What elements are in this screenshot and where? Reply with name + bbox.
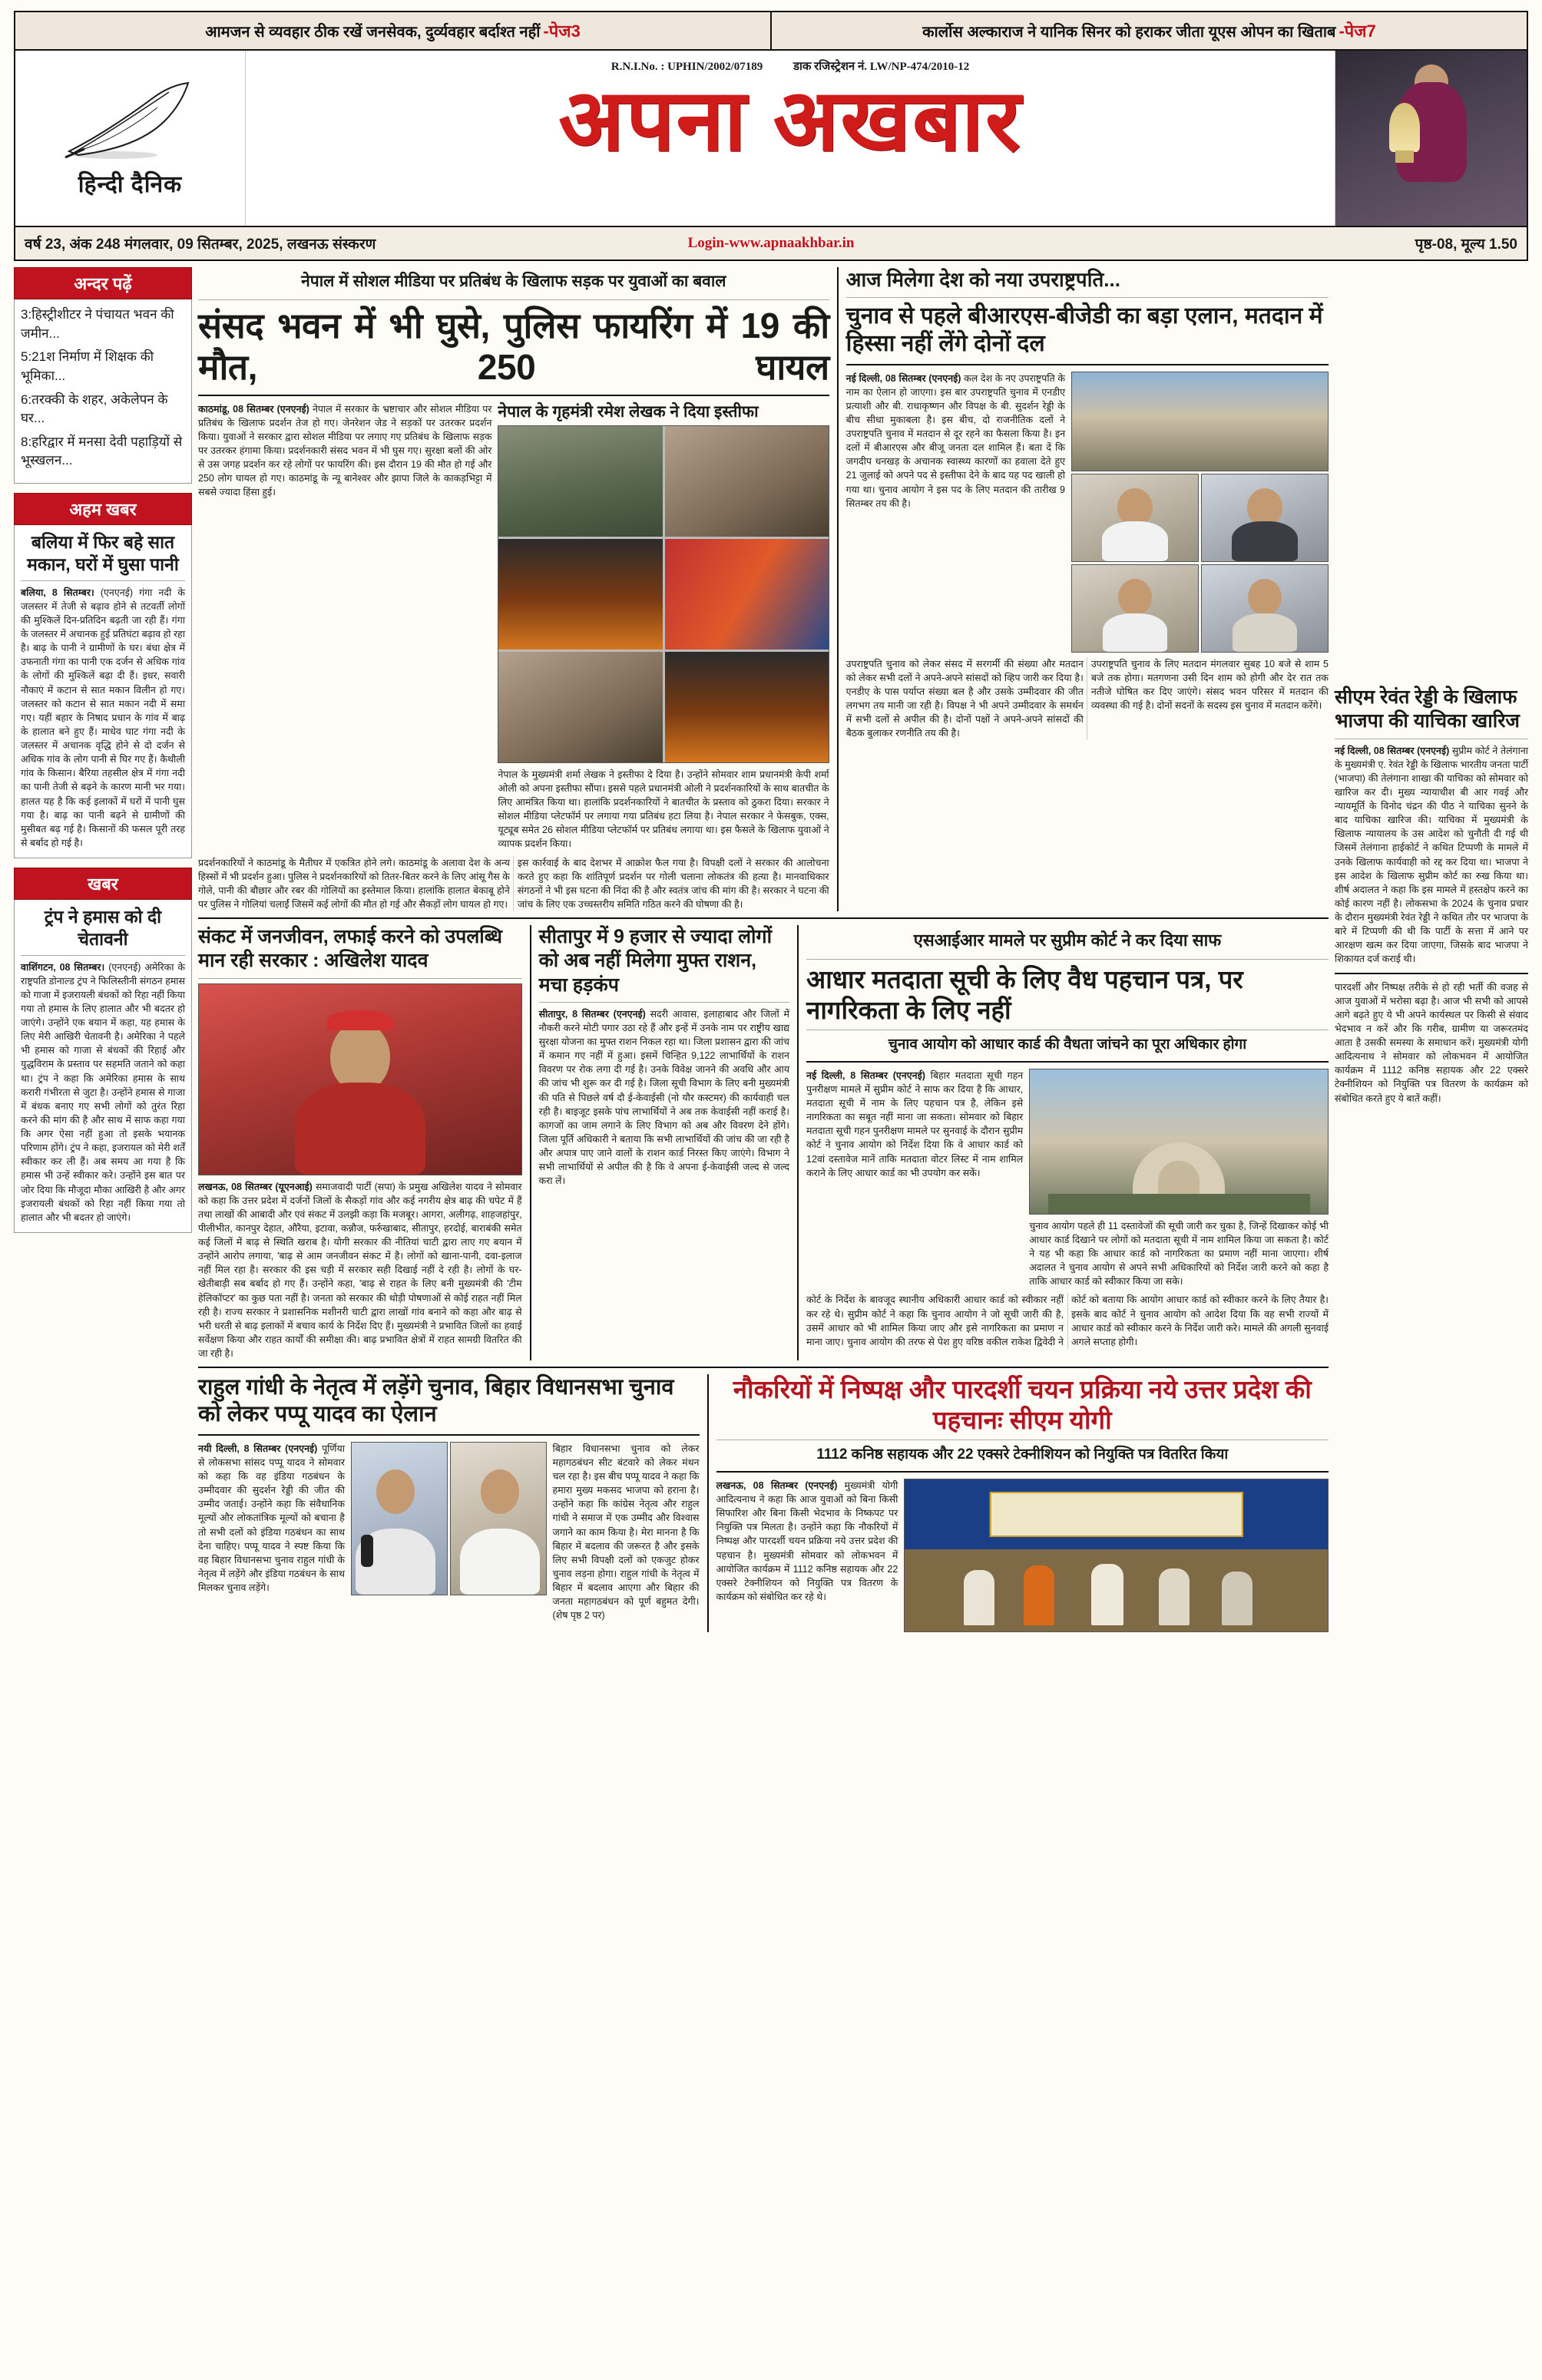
rahul-body-row [198, 1442, 700, 1623]
quill-pen-icon [61, 78, 200, 163]
dateline: वाशिंगटन, 08 सितम्बर। [21, 961, 105, 973]
list-item[interactable]: 5:21श निर्माण में शिक्षक की भूमिका... [21, 349, 154, 383]
lead-text-3: प्रदर्शनकारियों ने काठमांडू के मैतीघर में एकत्रित होने लगे। काठमांडू के अलावा देश के अन्य हिस्सों में भी प्रदर्शन हुआ। पुलिस ने प्रदर्शनकारियों को तितर-बितर करने के लिए आंसू गैस के गोले, पानी की बौछार और रबर की गोलियों का इस्तेमाल किया। हालांकि हालात बेकाबू होने पर पुलिस ने गोलियां चलाईं जिसमें कई लोगों की मौत हो गई और सैकड़ों लोग घायल हो गए। [198, 857, 510, 910]
rahul-col-photos [351, 1442, 547, 1623]
lead-text-2: नेपाल के मुख्यमंत्री शर्मा लेखक ने इस्तीफा दे दिया है। उन्होंने सोमवार शाम प्रधानमंत्री केपी शर्मा ओली को अपना इस्तीफा सौंपा। इससे पहले प्रधानमंत्री ओली ने प्रदर्शनकारियों के साथ बातचीत के लिए आमंत्रित किया था। हालांकि प्रदर्शनकारियों ने बातचीत के प्रस्ताव को ठुकरा दिया। सरकार ने सोशल मीडिया प्लेटफॉर्म पर लगाया गया प्रतिबंध हटा लिया है। नेपाल सरकार ने फेसबुक, एक्स, यूट्यूब समेत 26 सोशल मीडिया प्लेटफॉर्म पर प्रतिबंध लगाया था। इस फैसले के खिलाफ युवाओं ने व्यापक प्रदर्शन किया। [498, 769, 829, 850]
protest-photo-3 [498, 539, 662, 650]
teaser-left-page: -पेज3 [543, 21, 581, 41]
rni-number: R.N.I.No. : UPHIN/2002/07189 [611, 61, 763, 73]
teaser-right [772, 12, 1527, 49]
teaser-left-text: आमजन से व्यवहार ठीक रखें जनसेवक, दुर्व्यवहार बर्दाश्त नहीं [205, 23, 541, 41]
rahul-gandhi-photo [351, 1442, 448, 1595]
yogi-subhead: 1112 कनिष्ठ सहायक और 22 एक्सरे टेक्नीशियन को नियुक्ति पत्र वितरित किया [816, 1446, 1229, 1463]
lead-col-1 [198, 402, 491, 851]
dateline: नई दिल्ली, 08 सितम्बर (एनएनई) [845, 372, 961, 384]
lead-kicker: नेपाल में सोशल मीडिया पर प्रतिबंध के खिलाफ सड़क पर युवाओं का बवाल [301, 273, 726, 290]
tennis-champion-photo [1335, 51, 1527, 226]
postal-reg: डाक रजिस्ट्रेशन नं. LW/NP-474/2010-12 [793, 61, 970, 73]
important-news-box [14, 493, 192, 858]
masthead-left [15, 51, 246, 226]
body-text: बिहार मतदाता सूची गहन पुनरीक्षण मामले में सुप्रीम कोर्ट ने साफ कर दिया है कि आधार, मतदाता सूची में नाम के लिए पहचान पत्र है, लेकिन इसे नागरिकता का सबूत नहीं माना जा सकता। सोमवार को बिहार मतदाता सूची गहन पुनरीक्षण मामले पर सुनवाई के दौरान सुप्रीम कोर्ट ने चुनाव आयोग को निर्देश दिया कि वे आधार कार्ड को 12वां दस्तावेज मानें ताकि मतदाता वोटर लिस्ट में नाम शामिल कराने के लिए आधार कार्ड का भी उपयोग कर सकें। [806, 1069, 1024, 1178]
rahul-pappu-story [198, 1374, 709, 1632]
sc-text-3: कोर्ट के निर्देश के बावजूद स्थानीय अधिकारी आधार कार्ड को स्वीकार नहीं कर रहे थे। सुप्रीम कोर्ट ने कहा कि चुनाव आयोग ने जो सूची जारी की है, उसमें आधार को भी शामिल किया जाए और इसे नागरिकता का प्रमाण न माना जाए। चुनाव आयोग की तरफ से पेश हुए वरिष्ठ वकील राकेश द्विवेदी ने कोर्ट को बताया कि आयोग आधार कार्ड को स्वीकार करने के लिए तैयार है। इसके बाद कोर्ट ने चुनाव आयोग को आदेश दिया कि वह सभी राज्यों में आधार कार्ड को स्वीकार करने के निर्देश जारी करे। मामले की अगली सुनवाई अगले सप्ताह होगी। [806, 1294, 1329, 1347]
left-sidebar [14, 267, 192, 1632]
second-stories-row [198, 925, 1329, 1360]
sc-subhead: चुनाव आयोग को आधार कार्ड की वैधता जांचने का पूरा अधिकार होगा [888, 1036, 1247, 1053]
protest-photo-2 [665, 426, 829, 537]
yogi-body-row [716, 1479, 1329, 1632]
akhilesh-story [198, 925, 531, 1360]
rahul-col-1 [198, 1442, 345, 1623]
vp-text-continued [846, 657, 1329, 741]
important-news-title: बलिया में फिर बहे सात मकान, घरों में घुसा पानी [27, 532, 179, 574]
khabar-box [14, 868, 192, 1233]
issue-date-line: वर्ष 23, अंक 248 मंगलवार, 09 सितम्बर, 2025, लखनऊ संस्करण [25, 236, 376, 253]
ration-story [539, 925, 799, 1360]
lead-text-1 [198, 402, 491, 500]
revanth-text [1335, 744, 1528, 967]
list-item[interactable]: 8:हरिद्वार में मनसा देवी पहाड़ियों से भूस्खलन... [21, 434, 183, 468]
vp-kicker: आज मिलेगा देश को नया उपराष्ट्रपति... [845, 268, 1120, 291]
yogi-col-1 [716, 1479, 898, 1632]
trophy-shape [1389, 103, 1420, 152]
dateline: नयी दिल्ली, 8 सितम्बर (एनएनई) [198, 1443, 318, 1454]
supreme-court-story [806, 925, 1329, 1360]
lead-body-row [198, 402, 829, 851]
masthead-center [246, 51, 1335, 226]
ration-headline: सीतापुर में 9 हजार से ज्यादा लोगों को अब नहीं मिलेगा मुफ्त राशन, मचा हड़कंप [538, 926, 773, 996]
protest-photo-1 [498, 426, 662, 537]
vp-body-row [846, 372, 1329, 653]
issue-info-bar [14, 227, 1528, 261]
yogi-text-2: पारदर्शी और निष्पक्ष तरीके से हो रही भर्ती की वजह से आज युवाओं में भरोसा बढ़ा है। आज भी सभी को आपसे आगे बढ़ते हुए ये भी अपने कार्यस्थल पर किसी से संवाद भेदभाव न करें और कि गरीब, ग्रामीण या जरूरतमंद आता है उसकी समस्या के समाधान करें। मुख्यमंत्री योगी आदित्यनाथ ने सोमवार को लोकभवन में आयोजित कार्यक्रम में 1112 कनिष्ठ सहायक और 22 एक्सरे टेक्नीशियन को नियुक्ति पत्र वितरण के कार्यक्रम को संबोधित करते हुए ये बातें कहीं। [1335, 981, 1528, 1104]
akhilesh-photo [198, 983, 522, 1175]
vp-col-1 [846, 372, 1065, 653]
khabar-text [21, 960, 185, 1225]
right-sidebar [1335, 267, 1528, 1632]
body-text: सदरी आवास, इलाहाबाद और जिलों में नौकरी करने मोटी पगार उठा रहे हैं और इन्हें में उनके नाम पर राष्ट्रीय खाद्य सुरक्षा योजना का मुफ्त राशन निकल रहा था। जिला प्रशासन द्वारा की जांच में कमान गए नहीं में हुआ। इसमें चिन्हित 9,122 लाभार्थियों के राशन विवरण पर रोक लगा दी गई है। उनके विवेक्ष जानने की अवधि और आय की जांच भी शुरू कर दी गई है। जिला सूची विभाग के लिए बनी मुख्यमंत्री की पति से पिछले वर्ष दौ ई-केवाईसी (नो यौर कस्टमर) की कार्यवाही चल रही है। बाइजूट इसके पांच लाभार्थियों ने अब तक केवाईसी नहीं कराई है। कागजों का जाम लगाने के लिए विभाग को अब और विवरण देने होंगे। जिला पूर्ति अधिकारी ने बताया कि सभी लाभार्थियों की जांच की जा रही है और अपात्र पाए जाने वालों के राशन कार्ड निरस्त किए जाएंगे। विभाग ने सभी लाभार्थियों से अपील की है कि वे अपना ई-केवाईसी जल्द से जल्द करा लें। [538, 1008, 789, 1187]
teaser-left [15, 12, 772, 49]
vp-portraits-2 [1071, 564, 1329, 653]
vp-headline: चुनाव से पहले बीआरएस-बीजेडी का बड़ा एलान, मतदान में हिस्सा नहीं लेंगे दोनों दल [845, 302, 1323, 356]
dateline: नई दिल्ली, 8 सितम्बर (एनएनई) [806, 1069, 925, 1081]
dateline: लखनऊ, 08 सितम्बर (यूएनआई) [198, 1181, 313, 1192]
protest-photo-6 [665, 652, 829, 762]
teaser-right-text: कार्लोस अल्काराज ने यानिक सिनर को हराकर जीता यूएस ओपन का खिताब [922, 23, 1336, 41]
protest-photo-5 [498, 652, 662, 762]
body-text: समाजवादी पार्टी (सपा) के प्रमुख अखिलेश यादव ने सोमवार को कहा कि उत्तर प्रदेश में दर्जनों जिलों के सैकड़ों गांव और कई नगरीय क्षेत्र बाढ़ की चपेट में हैं तथा लाखों की आबादी और एवं संकट में उलझी कड़ा कि मजबूर। आगरा, अलीगढ़, शाहजहांपुर, पीलीभीत, कानपुर देहात, औरैया, इटावा, कन्नौज, फर्रुखाबाद, सीतापुर, हरदोई, बाराबंकी समेत कई जिलों में बाढ़ से स्थिति खराब है। योगी सरकार की नीतियां चाटी द्वारा लाए गए बयान में उन्होंने आरोप लगाया, 'बाढ़ से आम जनजीवन संकट में है। लोगों को खाना-पानी, दवा-इलाज नहीं मिल रहा है। सरकार की इस चड़ी में सरकार सही दिखाई नहीं दे रही है। लोगों के घर-खेतीबाड़ी सब बर्बाद हो गए हैं। उन्होंने कहा, 'बाढ़ से राहत के लिए बनी मुख्यमंत्री की 'टीम हेलिकॉप्टर' का कुछ पता नहीं है। जनता को सरकार की थोड़ी पोषणाओं से कोई राहत नहीं मिल रही है। राज्य सरकार ने प्रशासनिक मशीनरी चाटी द्वारा लाखों गांव बनाने को कहा और बाढ़ से भरी धरती से बाढ़ इलाकों में बचाव कार्य के निर्देश दिए हैं। मुख्यमंत्री ने प्रभावित जिलों का हवाई सर्वेक्षण किया और राहत कार्यों की समीक्षा की। बाढ़ प्रभावित क्षेत्रों में राहत सामग्री वितरित की जा रही है। [198, 1181, 522, 1360]
list-item[interactable]: 6:तरक्की के शहर, अकेलेपन के घर... [21, 392, 168, 426]
rahul-col-2: बिहार विधानसभा चुनाव को लेकर महागठबंधन सीट बंटवारे को लेकर मंथन चल रहा है। इस बीच पप्पू यादव ने कहा कि हमारा मुख्य मकसद भाजपा को हराना है। उन्होंने कहा कि कांग्रेस नेतृत्व और राहुल गांधी ने समाज में एक उम्मीद और विश्वास जगाने का काम किया है। मेरा मानना है कि बिहार में बदलाव की जरूरत है और इसके लिए सभी विपक्षी दलों को एकजुट होकर चुनाव लड़ना होगा। राहुल गांधी के नेतृत्व में बिहार में बदलाव आएगा और बिहार की जनता महागठबंधन को पूर्ण बहुमत देगी। (शेष पृष्ठ 2 पर) [552, 1443, 700, 1621]
paper-title: अपना अखबार [558, 72, 1022, 168]
vp-election-story [846, 267, 1329, 911]
vp-col-2 [1071, 372, 1329, 653]
khabar-heading: खबर [14, 868, 192, 900]
parliament-photo [1071, 372, 1329, 471]
yogi-event-photo [904, 1479, 1329, 1632]
lead-story [198, 267, 839, 911]
nepal-protest-photo [498, 425, 829, 763]
body-text: मुख्यमंत्री योगी आदित्यनाथ ने कहा कि आज युवाओं को बिना किसी सिफारिश और बिना किसी भेदभाव के निष्कपट पर नियुक्ति पत्र मिलता है। उन्होंने कहा कि नौकरियों में निष्पक्ष और पारदर्शी चयन प्रक्रिया नये उत्तर प्रदेश की पहचान है। मुख्यमंत्री सोमवार को लोकभवन में आयोजित कार्यक्रम में 1112 कनिष्ठ सहायक और 22 एक्सरे टेक्नीशियन को नियुक्ति पत्र वितरण के कार्यक्रम को संबोधित कर रहे थे। [716, 1479, 898, 1602]
khabar-title: ट्रंप ने हमास को दी चेतावनी [44, 907, 162, 949]
pappu-yadav-photo [450, 1442, 547, 1595]
important-news-text [21, 586, 185, 850]
khabar-body [14, 900, 192, 1233]
masthead-photo [1335, 51, 1527, 226]
dateline: बलिया, 8 सितम्बर। [21, 587, 94, 598]
supreme-court-photo [1029, 1069, 1329, 1215]
yogi-col-2 [904, 1479, 1329, 1632]
inside-box-heading: अन्दर पढ़ें [14, 267, 192, 299]
page-price-line: पृष्ठ-08, मूल्य 1.50 [1415, 236, 1517, 253]
important-news-heading: अहम खबर [14, 493, 192, 525]
list-item[interactable]: 3:हिस्ट्रीशीटर ने पंचायत भवन की जमीन... [21, 307, 174, 341]
body-text: (एनएनई) अमेरिका के राष्ट्रपति डोनाल्ड ट्रंप ने फिलिस्तीनी संगठन हमास को गाजा में इजरायली बंधकों को रिहा नहीं किया गया तो हमास के लिए हालात और भी बदतर हो जाएंगे। उन्होंने एक बयान में कहा, यह हमास के लिए मेरी आखिरी चेतावनी है। अमेरिका ने पहले भी हमास को गाजा से बंधकों की रिहाई और युद्धविराम के प्रस्ताव पर सहमति जताने को कहा था। ट्रंप ने कहा कि अमेरिका हमास के साथ करारी गंभीरता से जुटा है। उन्होंने हमास से गाजा में बंधक बनाए गए सभी लोगों को तुरंत रिहा करने की मांग की है और साथ में साफ कहा गया कि अगर ऐसा नहीं हुआ तो इसके भयानक परिणाम होंगे। ट्रंप ने कहा, इजरायल को मेरी शर्तें स्वीकार कर ली हैं। अब समय आ गया है कि हमास भी उन्हें स्वीकार करे। उन्होंने इस बात पर जोर दिया कि मौजूदा मौका आखिरी है और अगर इजरायली बंधकों को रिहा नहीं किया गया तो हालात और भी बदतर हो जाएंगे। [21, 961, 186, 1223]
dateline: लखनऊ, 08 सितम्बर (एनएनई) [716, 1479, 838, 1491]
protest-photo-4 [665, 539, 829, 650]
body-text: पूर्णिया से लोकसभा सांसद पप्पू यादव ने सोमवार को कहा कि वह इंडिया गठबंधन के उम्मीदवार की सुदर्शन रेड्डी की जीत की उम्मीद जताई। उन्होंने कहा कि संवैधानिक मूल्यों और लोकतांत्रिक मूल्यों को बचाना है तो सभी दलों को इंडिया गठबंधन का साथ देना चाहिए। पप्पू यादव ने स्पष्ट किया कि वह बिहार विधानसभा चुनाव राहुल गांधी के नेतृत्व में लड़ेंगे और इंडिया गठबंधन के साथ मिलकर चुनाव लड़ेंगे। [198, 1443, 345, 1593]
sc-headline: आधार मतदाता सूची के लिए वैध पहचान पत्र, पर नागरिकता के लिए नहीं [806, 965, 1243, 1024]
body-text: नेपाल में सरकार के भ्रष्टाचार और सोशल मीडिया पर प्रतिबंध के खिलाफ प्रदर्शन तेज हो गए। जेनरेशन जेड ने सड़कों पर उतरकर प्रदर्शन किया। युवाओं ने सरकार द्वारा सोशल मीडिया पर लगाए गए प्रतिबंध के खिलाफ सड़क पर उतरकर हंगामा किया। प्रदर्शनकारी संसद भवन में भी घुस गए। सुरक्षा बलों की ओर से उस जगह प्रदर्शन कर रहे लोगों पर फायरिंग की। इस दौरान 19 की मौत हो गई और 250 लोग घायल हो गए। काठमांडू के न्यू बानेश्वर और झापा जिले के काकड़भिट्टा में सबसे ज्यादा हिंसा हुई। [198, 403, 492, 498]
revanth-headline: सीएम रेवंत रेड्डी के खिलाफ भाजपा की याचिका खारिज [1335, 686, 1520, 732]
inside-box-body [14, 299, 192, 484]
sc-kicker: एसआईआर मामले पर सुप्रीम कोर्ट ने कर दिया साफ [913, 931, 1222, 950]
inside-box [14, 267, 192, 484]
vp-text-2: उपराष्ट्रपति चुनाव को लेकर संसद में सरगर्मी की संख्या और मतदान को लेकर सभी दलों ने अपने-अपने सांसदों को व्हिप जारी कर दिया है। एनडीए के पास पर्याप्त संख्या बल है और उसके उम्मीदवार की जीत लगभग तय मानी जा रही है। विपक्ष ने भी अपने उम्मीदवार के समर्थन में सभी दलों से अपील की है। दोनों पक्षों ने अपने-अपने सांसदों की बैठक बुलाकर रणनीति तय की है। [845, 658, 1084, 739]
body-text: कल देश के नए उपराष्ट्रपति के नाम का ऐलान हो जाएगा। इस बार उपराष्ट्रपति चुनाव में एनडीए प्रत्याशी और बी. राधाकृष्णन और विपक्ष के बी. सुदर्शन रेड्डी के बीच सीधा मुकाबला है। इस बीच, दो राजनीतिक दलों ने उपराष्ट्रपति चुनाव में मतदान से दूर रहने का फैसला किया है। इन दलों में बीआरएस और बीजू जनता दल शामिल हैं। बता दें कि जगदीप धनखड़ के अचानक स्वास्थ्य कारणों का हवाला देते हुए 21 जुलाई को अपने पद से इस्तीफा देने के बाद यह पद खाली हो गया था। चुनाव आयोग ने इस पद के लिए मतदान की तारीख 9 सितम्बर तय की है। [845, 372, 1066, 509]
akhilesh-text [198, 1180, 522, 1361]
lead-headline: संसद भवन में भी घुसे, पुलिस फायरिंग में 19 की मौत, 250 घायल [198, 306, 829, 388]
main-content [14, 267, 1528, 1632]
lead-col-2 [498, 402, 829, 851]
candidate-portrait-3 [1071, 564, 1199, 653]
dateline: सीतापुर, 8 सितम्बर (एनएनई) [538, 1008, 646, 1020]
rahul-headline: राहुल गांधी के नेतृत्व में लड़ेंगे चुनाव, बिहार विधानसभा चुनाव को लेकर पप्पू यादव का ऐलान [198, 1375, 674, 1426]
important-news-body [14, 525, 192, 858]
center-content [198, 267, 1329, 1632]
website-login-link[interactable]: Login-www.apnaakhbar.in [687, 235, 855, 251]
lead-text-4: इस कार्रवाई के बाद देशभर में आक्रोश फैल गया है। विपक्षी दलों ने सरकार की आलोचना करते हुए कहा कि शांतिपूर्ण प्रदर्शन पर गोली चलाना लोकतंत्र की हत्या है। मानवाधिकार संगठनों ने भी इस घटना की निंदा की है और स्वतंत्र जांच की मांग की है। सरकार ने घटना की जांच के लिए एक उच्चस्तरीय समिति गठित करने की घोषणा की है। [517, 857, 829, 910]
lead-text-continued [198, 856, 829, 912]
body-text: सुप्रीम कोर्ट ने तेलंगाना के मुख्यमंत्री ए. रेवंत रेड्डी के खिलाफ भारतीय जनता पार्टी (भाजपा) की तेलंगाना शाखा की याचिका को सोमवार को खारिज कर दी। मुख्य न्यायाधीश बी आर गवई और न्यायमूर्ति के विनोद चंद्रन की पीठ ने याचिका सुनने के बाद याचिका खारिज की। याचिका में मुख्यमंत्री के खिलाफ न्यायालय के उस आदेश को चुनौती दी गई थी जिसमें तेलंगाना हाईकोर्ट ने कथित टिप्पणी के मामले में उनके खिलाफ कार्यवाही को रद्द कर दिया था। भाजपा ने इस आदेश के खिलाफ सुप्रीम कोर्ट का रुख किया था। शीर्ष अदालत ने कहा कि इस मामले में हस्तक्षेप करने का कोई कारण नहीं है। लोकसभा के 2024 के चुनाव प्रचार के दौरान मुख्यमंत्री रेवंत रेड्डी ने कथित तौर पर भाजपा के बारे में टिप्पणी की थी कि पार्टी के सत्ता में आने पर आरक्षण खत्म कर दिया जाएगा, जिसके बाद भाजपा ने शिकायत दर्ज कराई थी। [1335, 745, 1528, 965]
teaser-right-page: -पेज7 [1338, 21, 1376, 41]
top-teaser-strip [14, 11, 1528, 51]
lead-subhead: नेपाल के गृहमंत्री रमेश लेखक ने दिया इस्तीफा [498, 402, 759, 421]
candidate-portrait-2 [1201, 474, 1329, 562]
akhilesh-headline: संकट में जनजीवन, लफाई करने को उपलब्धि मान रही सरकार : अखिलेश यादव [198, 926, 502, 972]
dateline: काठमांडू, 08 सितम्बर (एनएनई) [198, 403, 309, 415]
third-stories-row [198, 1374, 1329, 1632]
vp-text-3: उपराष्ट्रपति चुनाव के लिए मतदान मंगलवार सुबह 10 बजे से शाम 5 बजे तक होगा। मतगणना उसी दिन शाम को होगी और देर रात तक नतीजे घोषित कर दिए जाएंगे। संसद भवन परिसर में मतदान की व्यवस्था की गई है। दोनों सदनों के सदस्य इस चुनाव में मतदान करेंगे। [1090, 658, 1329, 711]
protest-photo-grid [498, 426, 828, 762]
masthead [14, 51, 1528, 227]
dateline: नई दिल्ली, 08 सितम्बर (एनएनई) [1335, 745, 1450, 756]
registration-line [611, 58, 970, 74]
sc-col-2 [1029, 1069, 1329, 1289]
sc-col-1 [806, 1069, 1023, 1289]
candidate-portrait-1 [1071, 474, 1199, 562]
yogi-headline: नौकरियों में निष्पक्ष और पारदर्शी चयन प्रक्रिया नये उत्तर प्रदेश की पहचानः सीएम योगी [733, 1375, 1312, 1434]
hindi-daily-label: हिन्दी दैनिक [78, 171, 183, 197]
body-text: (एनएनई) गंगा नदी के जलस्तर में तेजी से बढ़ाव होने से तटवर्ती लोगों की मुश्किलें दिन-प्रतिदिन बढ़ती जा रही हैं। गंगा के जलस्तर में अचानक हुई प्रतिघंटा बढ़ाव हो रहा है। बाढ़ के पानी ने ग्रामीणों के घर। बंधा क्षेत्र में उफनाती गंगा का पानी एक दर्जन से अधिक गांव के लोगों की मुश्किलें बढ़ा दी हैं। इधर, सवारी नौकाएं में कटान से सात मकान विलीन हो गए। जलस्तर को कटान से सात मकान नदी में समा गए। यहीं बहार के निषाद प्रधान के गांव में बाढ़ के हालात बने हुए हैं। माधेव घाट गंगा नदी के जलस्तर में अचानक वृद्धि होने से दो दर्जन से अधिक गांव के लोग पानी से घिर गए हैं। कैथौली गांव के किसान। बैरिया तहसील क्षेत्र में गंगा नदी का पानी तेजी से बढ़ने के कारण मानी भर गया। हालत यह है कि कई इलाकों में घरों में पानी घुस गया है। बाढ़ का पानी बढ़ने से ग्रामीणों की मुसीबत बढ़ गई है। किसानों की फसल पूरी तरह से बर्बाद हो गई है। [21, 587, 185, 848]
candidate-portrait-4 [1201, 564, 1329, 653]
vp-portraits [1071, 474, 1329, 562]
sc-text-2: चुनाव आयोग पहले ही 11 दस्तावेजों की सूची जारी कर चुका है, जिन्हें दिखाकर कोई भी आधार कार्ड दिखाने पर लोगों को मतदाता सूची में नाम शामिल किया जा सकता है। कोर्ट ने यह भी कहा कि आधार कार्ड को नागरिकता का प्रमाण नहीं माना जाएगा। शीर्ष अदालत ने चुनाव आयोग से अपने सभी अधिकारियों को निर्देश जारी करने को कहा है ताकि आधार कार्ड को स्वीकार किया जा सके। [1029, 1220, 1329, 1288]
rahul-photo-pair [351, 1442, 547, 1595]
yogi-story [716, 1374, 1329, 1632]
top-stories-row [198, 267, 1329, 911]
sc-body-row [806, 1069, 1329, 1289]
ration-text [539, 1007, 789, 1188]
